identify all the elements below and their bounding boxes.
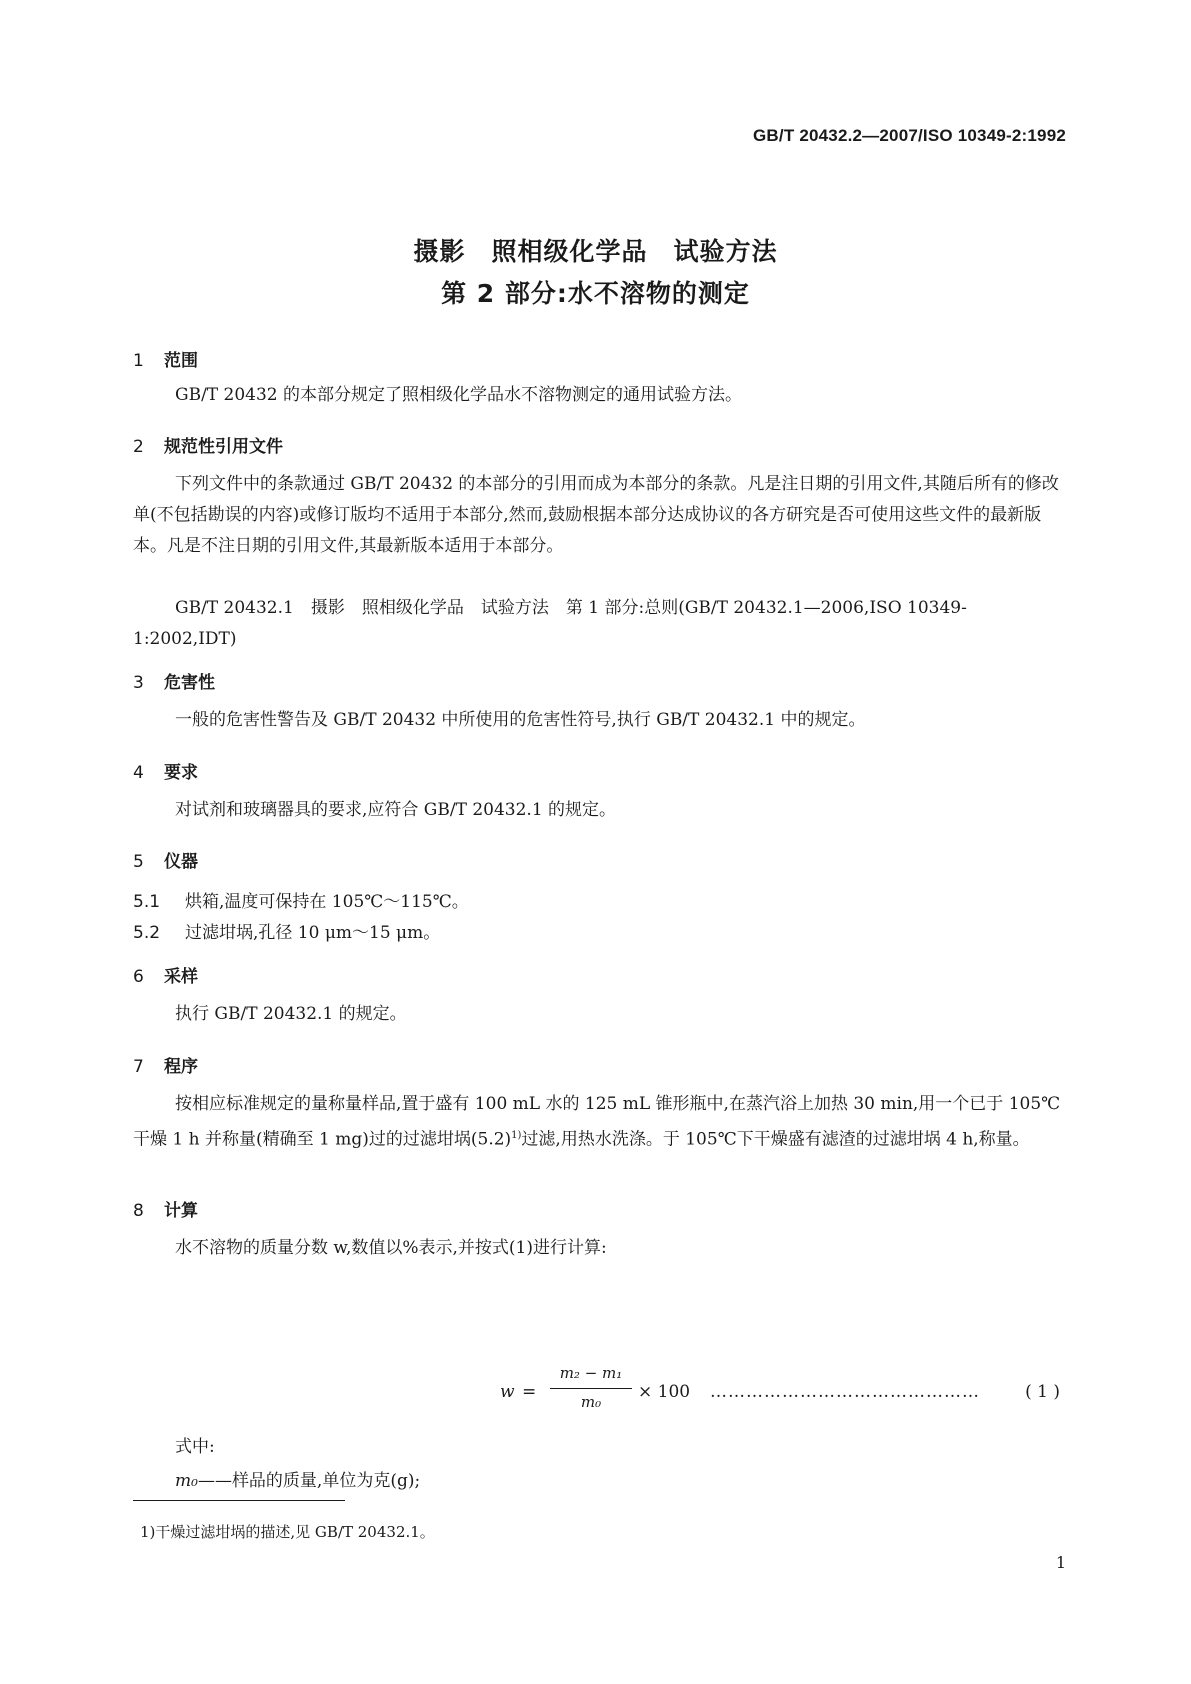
section-2-reference: GB/T 20432.1 摄影 照相级化学品 试验方法 第 1 部分:总则(GB/T 20432.1—2006,ISO 10349-1:2002,IDT) [133,598,967,649]
section-number: 8 [133,1201,144,1221]
section-3-text: 一般的危害性警告及 GB/T 20432 中所使用的危害性符号,执行 GB/T 20432.1 中的规定。 [175,710,866,730]
page-number: 1 [1055,1553,1066,1572]
section-6-heading [133,962,198,987]
title-line-1: 摄影 照相级化学品 试验方法 [413,237,778,266]
section-title: 程序 [164,1057,198,1077]
fraction-bar [550,1388,632,1389]
formula-lhs: w [500,1382,515,1402]
section-number: 7 [133,1057,144,1077]
section-title: 范围 [164,351,198,371]
procedure-text-b: 过滤,用热水洗涤。于 105℃下干燥盛有滤渣的过滤坩埚 4 h,称量。 [521,1129,1030,1150]
section-1-text: GB/T 20432 的本部分规定了照相级化学品水不溶物测定的通用试验方法。 [175,385,743,405]
formula-leader-dots: ……………………………………… [710,1382,980,1402]
section-2-heading [133,432,283,457]
variable-symbol: m₀ [175,1471,198,1491]
formula-denominator: m₀ [580,1393,602,1411]
procedure-text-a: 按相应标准规定的量称量样品,置于盛有 100 mL 水的 125 mL 锥形瓶中,在蒸汽浴上加热 30 min,用一个已于 105℃干燥 1 h 并称量(精确至 1 mg)过的过滤坩埚(5.2) [133,1094,1061,1150]
section-7-text [133,1089,1063,1156]
section-4-text: 对试剂和玻璃器具的要求,应符合 GB/T 20432.1 的规定。 [175,800,617,820]
formula-equals: = [522,1382,537,1402]
clause-number: 5.1 [133,892,161,912]
section-4-heading [133,758,198,783]
section-number: 4 [133,763,144,783]
clause-text: 烘箱,温度可保持在 105℃～115℃。 [185,892,469,912]
section-number: 2 [133,437,144,457]
section-title: 仪器 [164,852,198,872]
section-title: 要求 [164,763,198,783]
section-3-heading [133,668,215,693]
section-title: 危害性 [164,673,215,693]
section-8-text: 水不溶物的质量分数 w,数值以%表示,并按式(1)进行计算: [175,1238,607,1258]
section-number: 1 [133,351,144,371]
formula-1 [500,1364,1060,1420]
footnote-divider [133,1500,345,1501]
clause-5-2 [133,918,440,943]
formula-fraction [550,1364,632,1411]
clause-number: 5.2 [133,923,161,943]
variable-definition [175,1466,420,1491]
formula-times: × 100 [638,1382,691,1402]
clause-text: 过滤坩埚,孔径 10 μm～15 μm。 [185,923,441,943]
standard-code: GB/T 20432.2—2007/ISO 10349-2:1992 [753,126,1066,145]
section-7-heading [133,1052,198,1077]
section-title: 规范性引用文件 [164,437,283,457]
footnote-ref: 1) [511,1130,522,1141]
section-number: 3 [133,673,144,693]
section-number: 6 [133,967,144,987]
section-number: 5 [133,852,144,872]
where-label: 式中: [175,1437,215,1457]
section-title: 采样 [164,967,198,987]
formula-number: ( 1 ) [1025,1382,1060,1402]
section-title: 计算 [164,1201,198,1221]
section-8-heading [133,1196,198,1221]
section-2-text: 下列文件中的条款通过 GB/T 20432 的本部分的引用而成为本部分的条款。凡是注日期的引用文件,其随后所有的修改单(不包括勘误的内容)或修订版均不适用于本部分,然而,鼓励根据本部分达成协议的各方研究是否可使用这些文件的最新版本。凡是不注日期的引用文件,其最新版本适用于本部分。 [133,474,1059,556]
footnote: 1)干燥过滤坩埚的描述,见 GB/T 20432.1。 [140,1523,435,1541]
variable-description: ——样品的质量,单位为克(g); [197,1471,421,1491]
formula-numerator: m₂ − m₁ [559,1364,623,1382]
title-line-2: 第 2 部分:水不溶物的测定 [441,279,750,308]
clause-5-1 [133,887,469,912]
section-5-heading [133,847,198,872]
section-1-heading [133,346,198,371]
section-6-text: 执行 GB/T 20432.1 的规定。 [175,1004,407,1024]
